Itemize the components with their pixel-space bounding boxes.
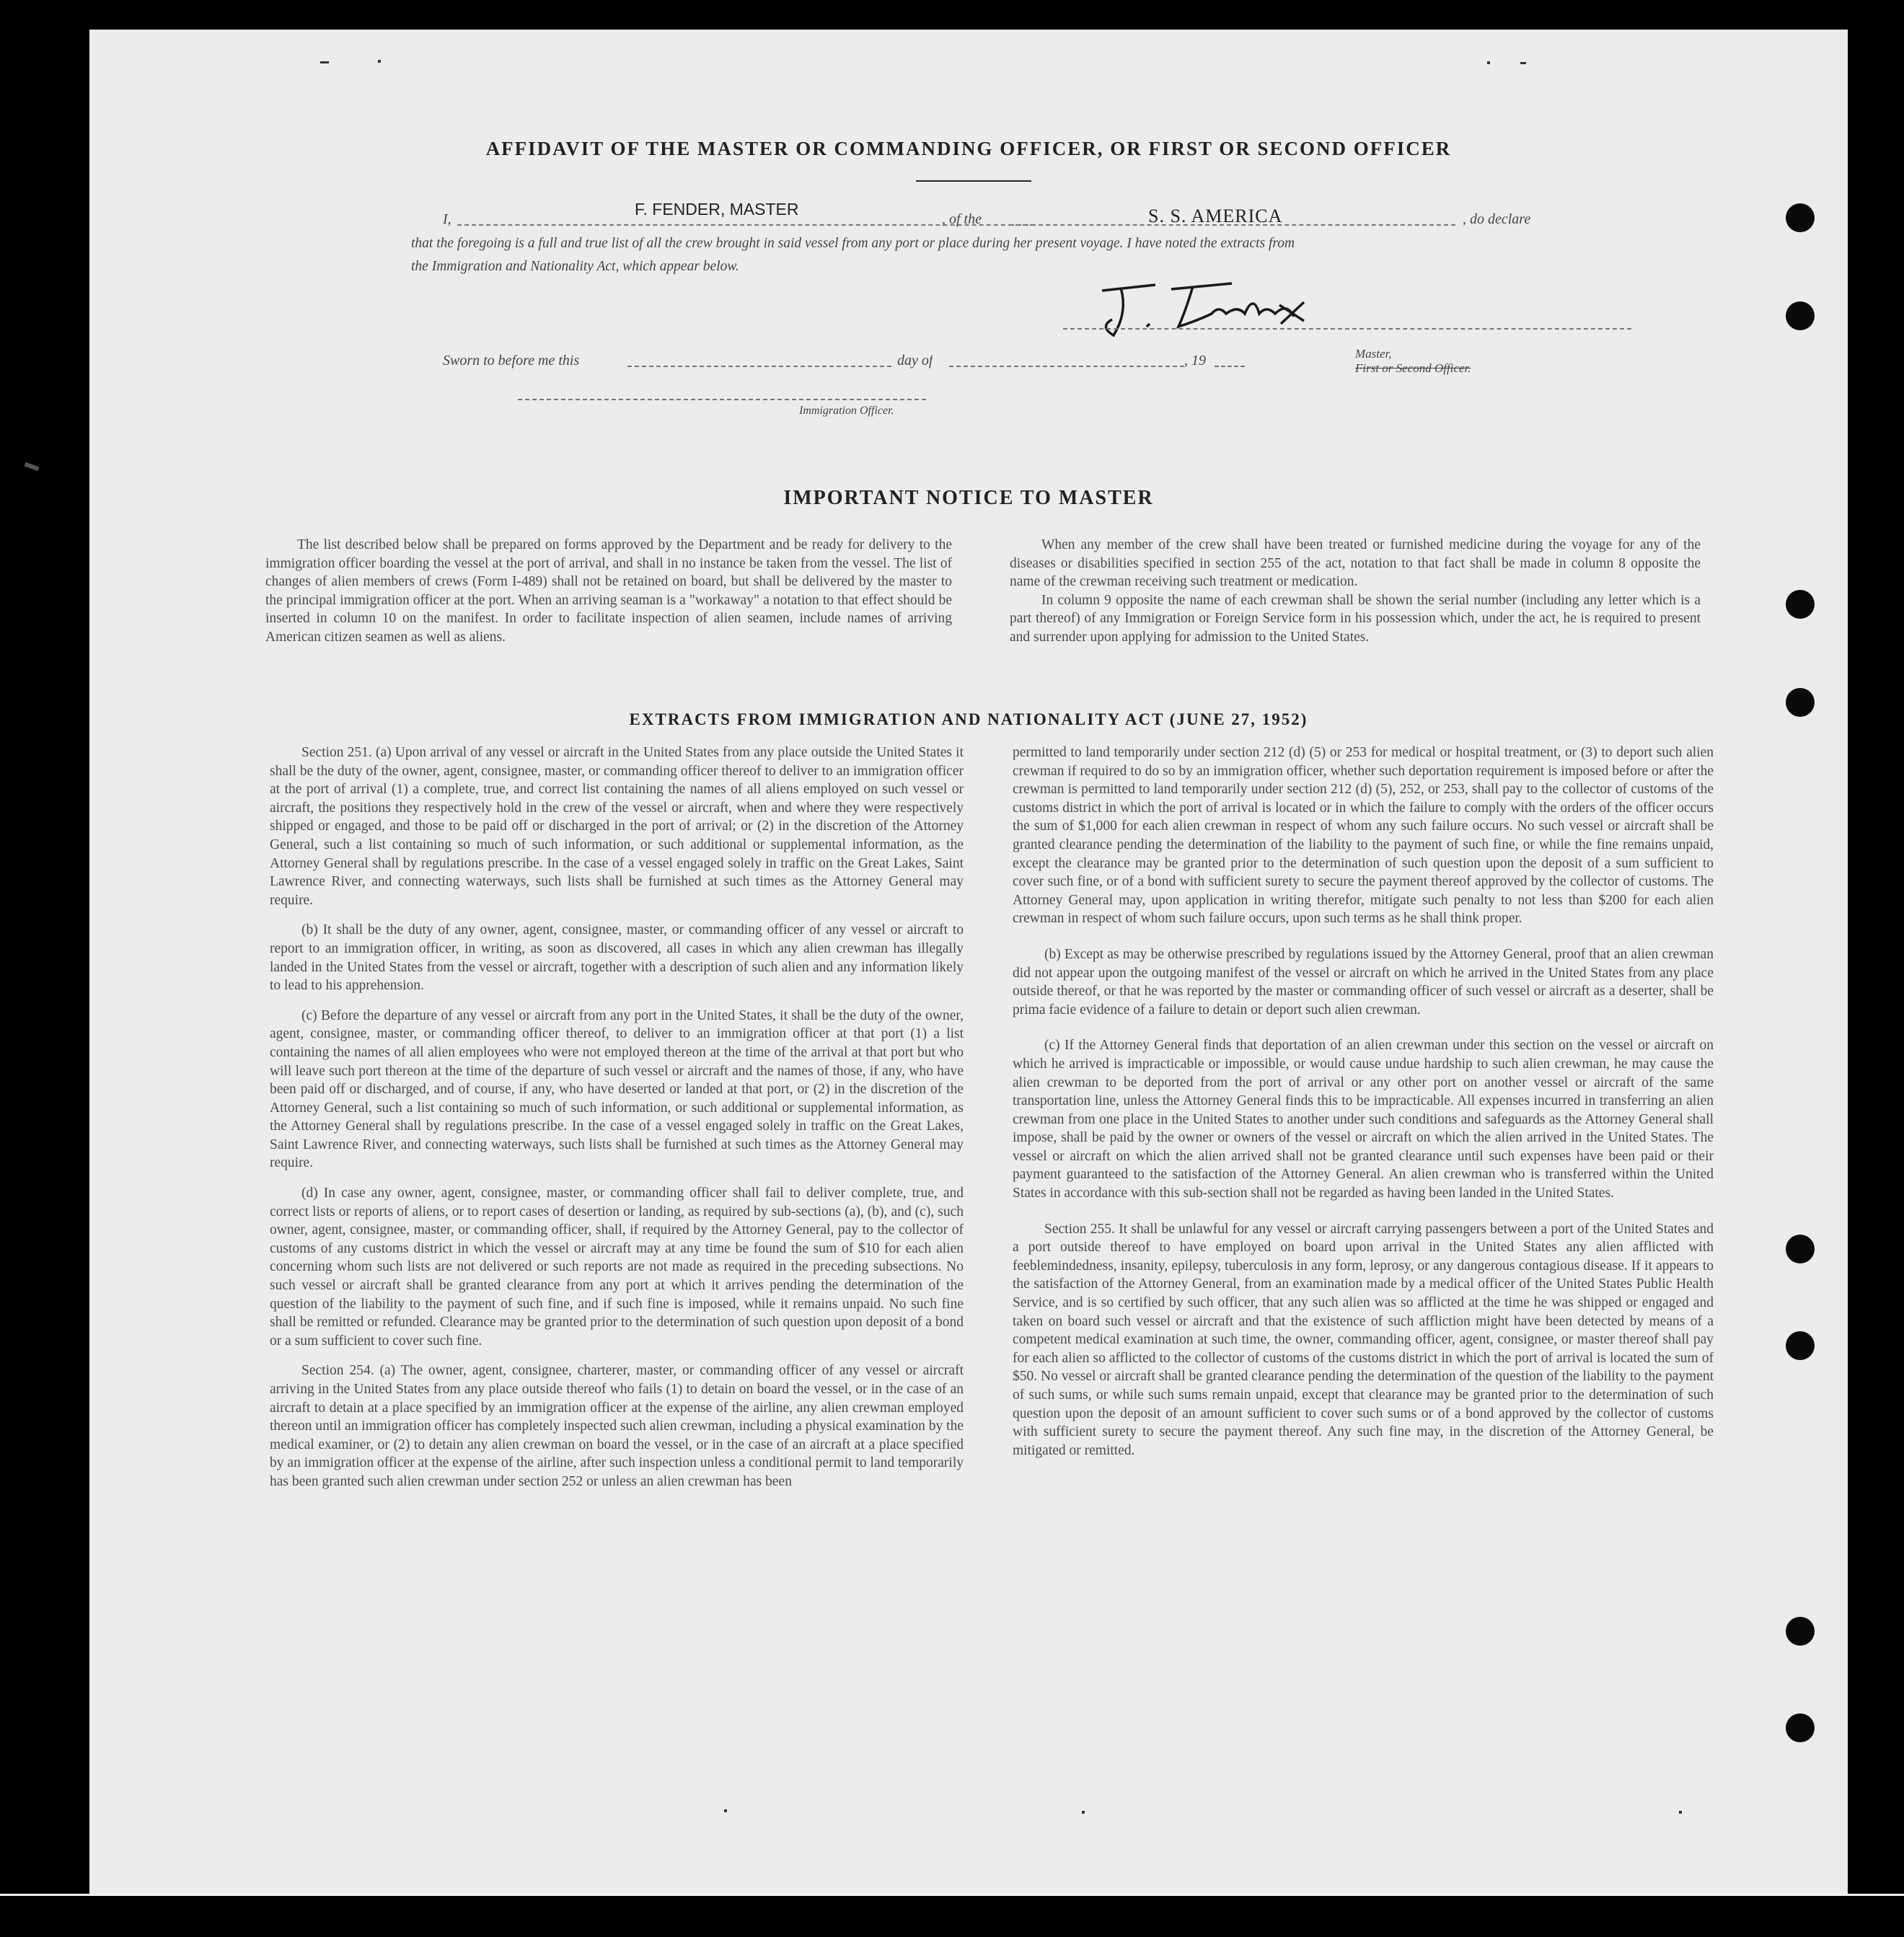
binder-hole [1786, 1235, 1815, 1263]
struck-officer-label: First or Second Officer. [1355, 361, 1471, 375]
section-254-b: (b) Except as may be otherwise prescribed by regulations issued by the Attorney General, proof that an alien crewman did not appear upon the outgoing manifest of the vessel or aircraft on which he arrived in the United States from any place outside thereof, or that he was reported by the master or commanding officer of such vessel or aircraft as a deserter, shall be prima facie evidence of a failure to detain or deport such alien crewman. [1013, 946, 1714, 1018]
binder-hole [1786, 1713, 1815, 1742]
form-sheet [89, 30, 1848, 1894]
binder-hole [1786, 688, 1815, 717]
declaration-line-1: that the foregoing is a full and true list of all the crew brought in said vessel from any port or place during her present voyage. I have noted the extracts from [411, 236, 1295, 251]
extracts-title: EXTRACTS FROM IMMIGRATION AND NATIONALITY ACT (JUNE 27, 1952) [629, 710, 1308, 728]
section-251-d: (d) In case any owner, agent, consignee, master, or commanding officer shall fail to deliver complete, true, and correct lists or reports of aliens, or to report cases of desertion or landing, as required by sub-sections (a), (b), and (c), such owner, agent, consignee, master, or commanding officer, shall, if required by the Attorney General, pay to the collector of customs of any customs district in which the vessel or aircraft may at any time be found the sum of $10 for each alien concerning whom such lists are not delivered or such reports are not made as required in the preceding subsections. No such vessel or aircraft shall be granted clearance from any port at which it arrives pending the determination of the question of the liability to the payment of such fine, and if such fine is imposed, while it remains unpaid. No such fine shall be remitted or refunded. Clearance may be granted prior to the determination of such question upon deposit of a bond or a sum sufficient to cover such fine. [270, 1186, 964, 1349]
binder-hole [1786, 1331, 1815, 1360]
speck [378, 60, 381, 63]
notice-left-column [265, 536, 952, 647]
do-declare-label: , do declare [1463, 211, 1531, 227]
signature-mark [1077, 276, 1337, 341]
speck [1487, 61, 1490, 64]
master-label-group [1343, 332, 1471, 390]
of-the-label: , of the [942, 211, 982, 227]
binder-hole [1786, 1617, 1815, 1646]
section-251-a: Section 251. (a) Upon arrival of any vessel or aircraft in the United States from any place outside the United States it shall be the duty of the owner, agent, consignee, master, or commanding officer thereof to deliver to an immigration officer at the port of arrival (1) a complete, true, and correct list containing the names of all aliens employed on such vessel or aircraft, the positions they respectively hold in the crew of the vessel or aircraft, when and where they were respectively shipped or engaged, and those to be paid off or discharged in the port of arrival; or (2) in the discretion of the Attorney General, such a list containing so much of such information, or such additional or supplemental information, as the Attorney General shall by regulations prescribe. In the case of a vessel engaged solely in traffic on the Great Lakes, Saint Lawrence River, and connecting waterways, such lists shall be furnished at such times as the Attorney General may require. [270, 745, 964, 908]
day-of-label: day of [897, 353, 933, 369]
section-251-b: (b) It shall be the duty of any owner, agent, consignee, master, or commanding officer of any vessel or aircraft to report to an immigration officer, in writing, as soon as discovered, all cases in which any alien crewman has illegally landed in the United States from the vessel or aircraft, together with a description of such alien and any information likely to lead to his apprehension. [270, 922, 964, 994]
notice-right-paragraph-1: When any member of the crew shall have been treated or furnished medicine during the voyage for any of the diseases or disabilities specified in section 255 of the act, notation to that fact shall be made in column 8 opposite the name of the crewman receiving such treatment or medication. [1010, 537, 1701, 590]
speck [1679, 1811, 1682, 1814]
year-label: , 19 [1184, 353, 1206, 369]
scan-speck [25, 462, 40, 471]
binder-hole [1786, 203, 1815, 232]
section-254-a: Section 254. (a) The owner, agent, consignee, charterer, master, or commanding officer of any vessel or aircraft arriving in the United States from any place outside thereof who fails (1) to detain on board the vessel, or in the case of an aircraft to detain at a place specified by an immigration officer at the expense of the airline, any alien crewman employed thereon until an immigration officer has completely inspected such alien crewman, including a physical examination by the medical examiner, or (2) to detain any alien crewman on board the vessel, or in the case of an aircraft at a place specified by an immigration officer at the expense of the airline, after such inspection unless a conditional permit to land temporarily has been granted such alien crewman under section 252 or unless an alien crewman has been [270, 1363, 964, 1489]
notice-title: IMPORTANT NOTICE TO MASTER [783, 487, 1154, 509]
extracts-right-column [1013, 744, 1714, 1460]
binder-hole [1786, 590, 1815, 619]
bottom-rule [0, 1894, 1904, 1896]
vessel-name[interactable]: S. S. AMERICA [1148, 206, 1283, 226]
i-label: I, [443, 211, 451, 227]
day-line [627, 366, 891, 367]
year-line [1215, 366, 1245, 367]
notice-right-column [1010, 536, 1701, 647]
section-255: Section 255. It shall be unlawful for any vessel or aircraft carrying passengers between a port of the United States and a port outside thereof to have employed on board upon arrival in the United States any alien afflicted with feeblemindedness, insanity, epilepsy, tuberculosis in any form, leprosy, or any dangerous contagious disease. If it appears to the satisfaction of the Attorney General, from an examination made by a medical officer of the United States Public Health Service, and is so certified by such officer, that any such alien was so afflicted at the time he was shipped or engaged and taken on board such vessel or aircraft and that the existence of such affliction might have been detected by means of a competent medical examination at such time, the owner, commanding officer, agent, consignee, or master thereof shall pay for each alien so afflicted to the collector of customs of the customs district in which the port of arrival is located the sum of $50. No vessel or aircraft shall be granted clearance pending the determination of the question of the liability to the payment of such sums, or while such sums remain unpaid, except that clearance may be granted prior to the determination of such question upon the deposit of an amount sufficient to cover such sums or of a bond approved by the collector of customs with sufficient surety to secure the payment thereof. Any such fine may, in the discretion of the Attorney General, be mitigated or remitted. [1013, 1221, 1714, 1458]
master-label: Master, [1355, 347, 1392, 361]
sworn-label: Sworn to before me this [443, 353, 580, 369]
declaration-line-2: the Immigration and Nationality Act, which appear below. [411, 259, 739, 274]
title-underline [916, 180, 1031, 182]
affidavit-title: AFFIDAVIT OF THE MASTER OR COMMANDING OFFICER, OR FIRST OR SECOND OFFICER [485, 138, 1452, 159]
month-line [949, 366, 1184, 367]
immigration-officer-label: Immigration Officer. [799, 405, 894, 417]
section-254-c: (c) If the Attorney General finds that deportation of an alien crewman under this section on the vessel or aircraft on which he arrived is impracticable or impossible, or would cause undue hardship to such alien crewman, he may cause the alien crewman to be deported from the port of arrival or any other port on another vessel or aircraft of the same transportation line, unless the Attorney General finds this to be impracticable. All expenses incurred in transferring an alien crewman from one place in the United States to another under such conditions and safeguards as the Attorney General shall impose, shall be paid by the owner or owners of the vessel or aircraft on which the alien arrived in the United States. The vessel or aircraft on which the alien arrived shall not be granted clearance until such expenses have been paid or their payment guaranteed to the satisfaction of the Attorney General. An alien crewman who is transferred within the United States in accordance with this sub-section shall not be regarded as having been landed in the United States. [1013, 1038, 1714, 1201]
master-signature[interactable] [1077, 276, 1337, 345]
binder-hole [1786, 301, 1815, 330]
section-251-c: (c) Before the departure of any vessel or aircraft from any port in the United States, it shall be the duty of the owner, agent, consignee, master, or commanding officer thereof, to deliver to an immigration officer at that port (1) a list containing the names of all alien employees who were not employed thereon at the time of the arrival at that port but who will leave such port thereon at the time of the departure of such vessel or aircraft and the names of those, if any, who have been paid off or discharged, and of course, if any, who have deserted or landed at that port, or (2) in the discretion of the Attorney General, such a list containing so much of such information, or such additional or supplemental information, as the Attorney General shall by regulations prescribe. In the case of a vessel engaged solely in traffic on the Great Lakes, Saint Lawrence River, and connecting waterways, such lists shall be furnished at such times as the Attorney General may require. [270, 1007, 964, 1171]
officer-name[interactable]: F. FENDER, MASTER [635, 200, 799, 219]
speck [320, 61, 329, 63]
notice-left-paragraph: The list described below shall be prepared on forms approved by the Department and be ready for delivery to the immigration officer boarding the vessel at the port of arrival, and shall in no instance be taken from the vessel. The list of changes of alien members of crews (Form I-489) shall not be retained on board, but shall be delivered by the master to the principal immigration officer at the port. When an arriving seaman is a "workaway" a notation to that effect should be inserted in column 10 on the manifest. In order to facilitate inspection of alien seamen, include names of arriving American citizen seamen as well as aliens. [265, 537, 952, 645]
speck [1520, 62, 1526, 64]
extracts-left-column [270, 744, 964, 1491]
immigration-officer-line [518, 399, 926, 400]
speck [724, 1809, 727, 1812]
section-254-a-cont: permitted to land temporarily under section 212 (d) (5) or 253 for medical or hospital treatment, or (3) to deport such alien crewman if required to do so by an immigration officer, whether such deportation requirement is imposed before or after the crewman is permitted to land temporarily under section 212 (d) (5), 252, or 253, shall pay to the collector of customs of the customs district in which the port of arrival is located or in which the failure to comply with the orders of the officer occurs the sum of $1,000 for each alien crewman in respect of whom any such failure occurs. No such vessel or aircraft shall be granted clearance pending the determination of the liability to the payment of such fine, or while the fine remains unpaid, except the clearance may be granted prior to the determination of such question upon the deposit of a sum sufficient to cover such fine, or of a bond with sufficient surety to secure the payment thereof approved by the collector of customs. The Attorney General may, upon application in writing therefor, mitigate such penalty to not less than $200 for each alien crewman in respect of whom such failure occurs, upon such terms as he shall think proper. [1013, 745, 1714, 927]
notice-right-paragraph-2: In column 9 opposite the name of each crewman shall be shown the serial number (including any letter which is a part thereof) of any Immigration or Foreign Service form in his possession which, under the act, he is required to present and surrender upon applying for admission to the United States. [1010, 592, 1701, 645]
speck [1082, 1811, 1085, 1814]
signature-line [1063, 328, 1631, 330]
